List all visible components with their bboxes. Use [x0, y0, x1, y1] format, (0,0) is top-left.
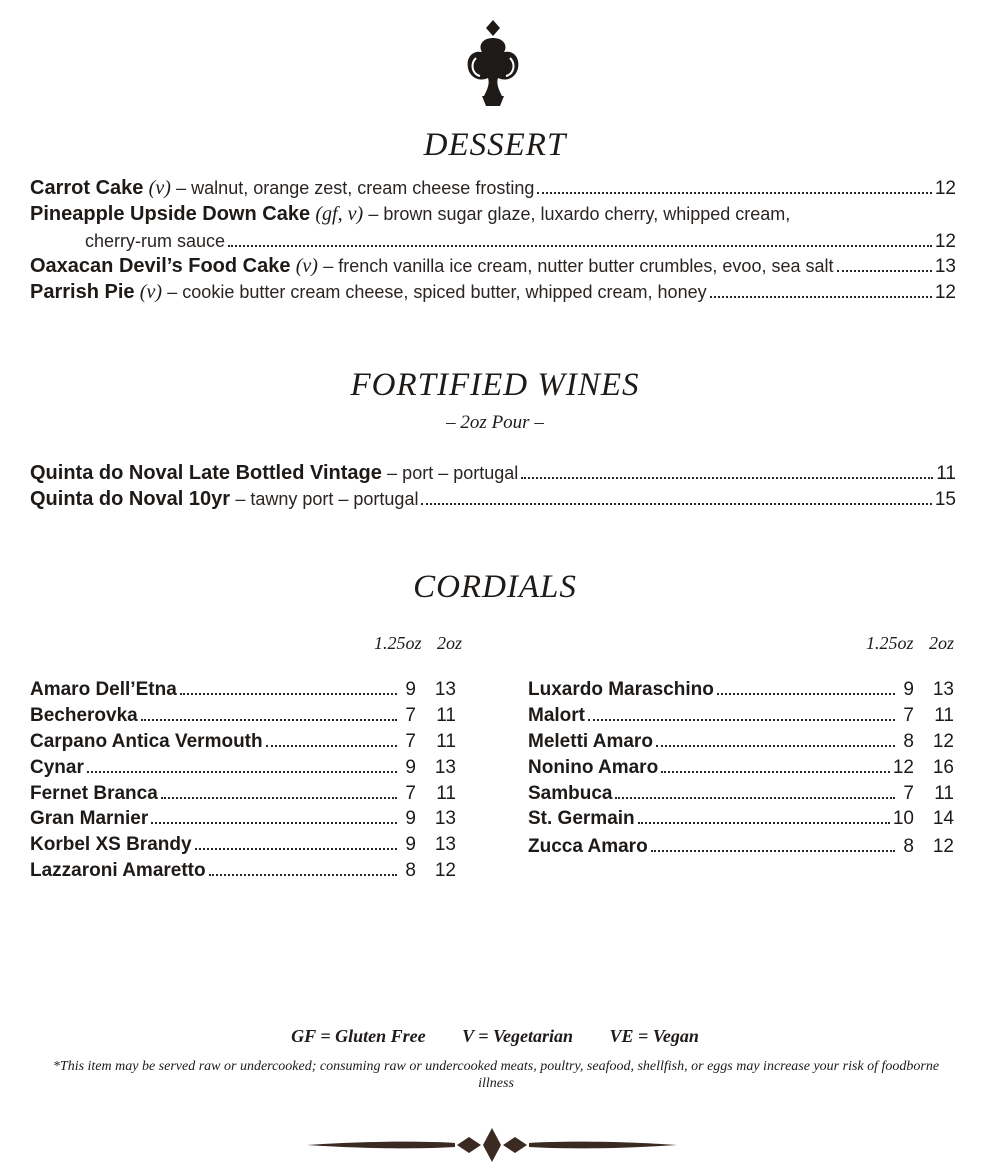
cordial-item	[30, 705, 456, 727]
cordial-item	[528, 731, 954, 753]
item-description: – port – portugal	[387, 463, 519, 483]
item-price: 12	[934, 178, 956, 199]
dot-leader	[537, 191, 932, 194]
price-small-pour: 7	[903, 705, 914, 726]
cordial-name: Amaro Dell’Etna	[30, 679, 177, 700]
cordial-name: Meletti Amaro	[528, 731, 653, 752]
cordial-item	[528, 836, 954, 858]
dot-leader	[615, 796, 895, 799]
item-name: Quinta do Noval 10yr	[30, 488, 231, 510]
wine-item	[30, 486, 956, 513]
price-small-pour: 12	[892, 757, 914, 778]
dot-leader	[837, 269, 932, 272]
legend-vegetarian: V = Vegetarian	[462, 1026, 574, 1046]
dot-leader	[180, 692, 397, 695]
dot-leader	[588, 718, 895, 721]
item-diet: (v)	[139, 281, 162, 303]
fortified-wines-heading: FORTIFIED WINES	[350, 367, 640, 403]
dot-leader	[141, 718, 397, 721]
wine-item	[30, 460, 956, 487]
cordial-item	[528, 783, 954, 805]
item-name: Pineapple Upside Down Cake	[30, 203, 311, 225]
price-large-pour: 16	[932, 757, 954, 778]
dessert-item	[30, 175, 956, 202]
dot-leader	[710, 295, 932, 298]
price-large-pour: 13	[932, 679, 954, 700]
price-small-pour: 8	[903, 731, 914, 752]
cordial-item	[528, 808, 954, 830]
price-large-pour: 11	[436, 783, 456, 804]
item-diet: (v)	[295, 255, 318, 277]
price-large-pour: 13	[434, 808, 456, 829]
price-small-pour: 9	[405, 679, 416, 700]
dessert-heading: DESSERT	[423, 127, 567, 163]
item-description: – tawny port – portugal	[235, 489, 419, 509]
dietary-legend	[0, 1026, 990, 1047]
cordials-heading: CORDIALS	[413, 569, 577, 605]
price-small-pour: 8	[405, 860, 416, 881]
column-header-large-pour: 2oz	[929, 633, 955, 653]
column-header-small-pour: 1.25oz	[866, 633, 914, 653]
cordial-name: Lazzaroni Amaretto	[30, 860, 206, 881]
price-small-pour: 9	[405, 834, 416, 855]
dot-leader	[228, 244, 932, 247]
dot-leader	[661, 770, 890, 773]
dot-leader	[161, 796, 397, 799]
item-name: Oaxacan Devil’s Food Cake	[30, 255, 291, 277]
price-small-pour: 9	[405, 808, 416, 829]
dot-leader	[209, 873, 397, 876]
price-large-pour: 13	[434, 834, 456, 855]
dot-leader	[651, 849, 895, 852]
item-price: 12	[934, 231, 956, 252]
dot-leader	[195, 847, 397, 850]
price-small-pour: 10	[892, 808, 914, 829]
cordial-item	[30, 679, 456, 701]
cordial-item	[528, 705, 954, 727]
dot-leader	[266, 744, 397, 747]
cordial-item	[30, 757, 456, 779]
price-small-pour: 7	[405, 731, 416, 752]
price-large-pour: 12	[932, 836, 954, 857]
cordial-item	[30, 808, 456, 830]
cordial-item	[30, 860, 456, 882]
cordial-item	[30, 731, 456, 753]
dot-leader	[638, 821, 890, 824]
cordial-name: Cynar	[30, 757, 84, 778]
column-header-small-pour: 1.25oz	[374, 633, 422, 653]
price-large-pour: 11	[934, 705, 954, 726]
cordial-name: Sambuca	[528, 783, 613, 804]
price-small-pour: 7	[903, 783, 914, 804]
dessert-item	[30, 253, 956, 280]
item-name: Quinta do Noval Late Bottled Vintage	[30, 462, 382, 484]
item-description: – cookie butter cream cheese, spiced butter, whipped cream, honey	[167, 282, 707, 302]
cordial-name: Zucca Amaro	[528, 836, 648, 857]
item-price: 15	[934, 489, 956, 510]
item-diet: (v)	[148, 177, 171, 199]
item-name: Carrot Cake	[30, 177, 144, 199]
cordial-item	[528, 679, 954, 701]
price-small-pour: 7	[405, 783, 416, 804]
item-description-continued: cherry-rum sauce	[85, 231, 226, 251]
cordial-item	[528, 757, 954, 779]
price-small-pour: 9	[903, 679, 914, 700]
item-diet: (gf, v)	[315, 203, 364, 225]
cordial-item	[30, 783, 456, 805]
item-name: Parrish Pie	[30, 281, 135, 303]
price-small-pour: 7	[405, 705, 416, 726]
item-price: 11	[936, 463, 956, 484]
cordial-name: Luxardo Maraschino	[528, 679, 714, 700]
price-large-pour: 12	[932, 731, 954, 752]
cordial-name: Malort	[528, 705, 585, 726]
item-description: – french vanilla ice cream, nutter butter crumbles, evoo, sea salt	[323, 256, 834, 276]
price-large-pour: 14	[932, 808, 954, 829]
cordial-name: Fernet Branca	[30, 783, 158, 804]
cordial-name: Becherovka	[30, 705, 138, 726]
price-large-pour: 11	[934, 783, 954, 804]
item-price: 13	[934, 256, 956, 277]
price-large-pour: 13	[434, 757, 456, 778]
legend-vegan: VE = Vegan	[609, 1026, 699, 1046]
ornamental-divider-icon	[305, 1126, 679, 1164]
cordial-name: Korbel XS Brandy	[30, 834, 192, 855]
pour-size-subheading: – 2oz Pour –	[446, 412, 544, 433]
dessert-item	[30, 201, 956, 255]
raw-food-disclaimer: *This item may be served raw or undercooked; consuming raw or undercooked meats, poultry, seafood, shellfish, or eggs may increase your risk of foodborne illness	[52, 1059, 940, 1091]
dessert-item	[30, 279, 956, 306]
cordial-item	[30, 834, 456, 856]
dot-leader	[656, 744, 895, 747]
dot-leader	[717, 692, 895, 695]
price-small-pour: 8	[903, 836, 914, 857]
price-small-pour: 9	[405, 757, 416, 778]
dot-leader	[87, 770, 397, 773]
cordial-name: Gran Marnier	[30, 808, 149, 829]
legend-gluten-free: GF = Gluten Free	[291, 1026, 426, 1046]
dot-leader	[521, 476, 933, 479]
dot-leader	[421, 502, 931, 505]
price-large-pour: 11	[436, 731, 456, 752]
item-price: 12	[934, 282, 956, 303]
cordial-name: St. Germain	[528, 808, 635, 829]
crest-icon	[462, 16, 524, 108]
price-large-pour: 11	[436, 705, 456, 726]
price-large-pour: 13	[434, 679, 456, 700]
column-header-large-pour: 2oz	[437, 633, 463, 653]
item-description: – brown sugar glaze, luxardo cherry, whipped cream,	[368, 204, 791, 224]
item-description: – walnut, orange zest, cream cheese frosting	[176, 178, 535, 198]
price-large-pour: 12	[434, 860, 456, 881]
dot-leader	[151, 821, 397, 824]
cordial-name: Nonino Amaro	[528, 757, 659, 778]
cordial-name: Carpano Antica Vermouth	[30, 731, 263, 752]
